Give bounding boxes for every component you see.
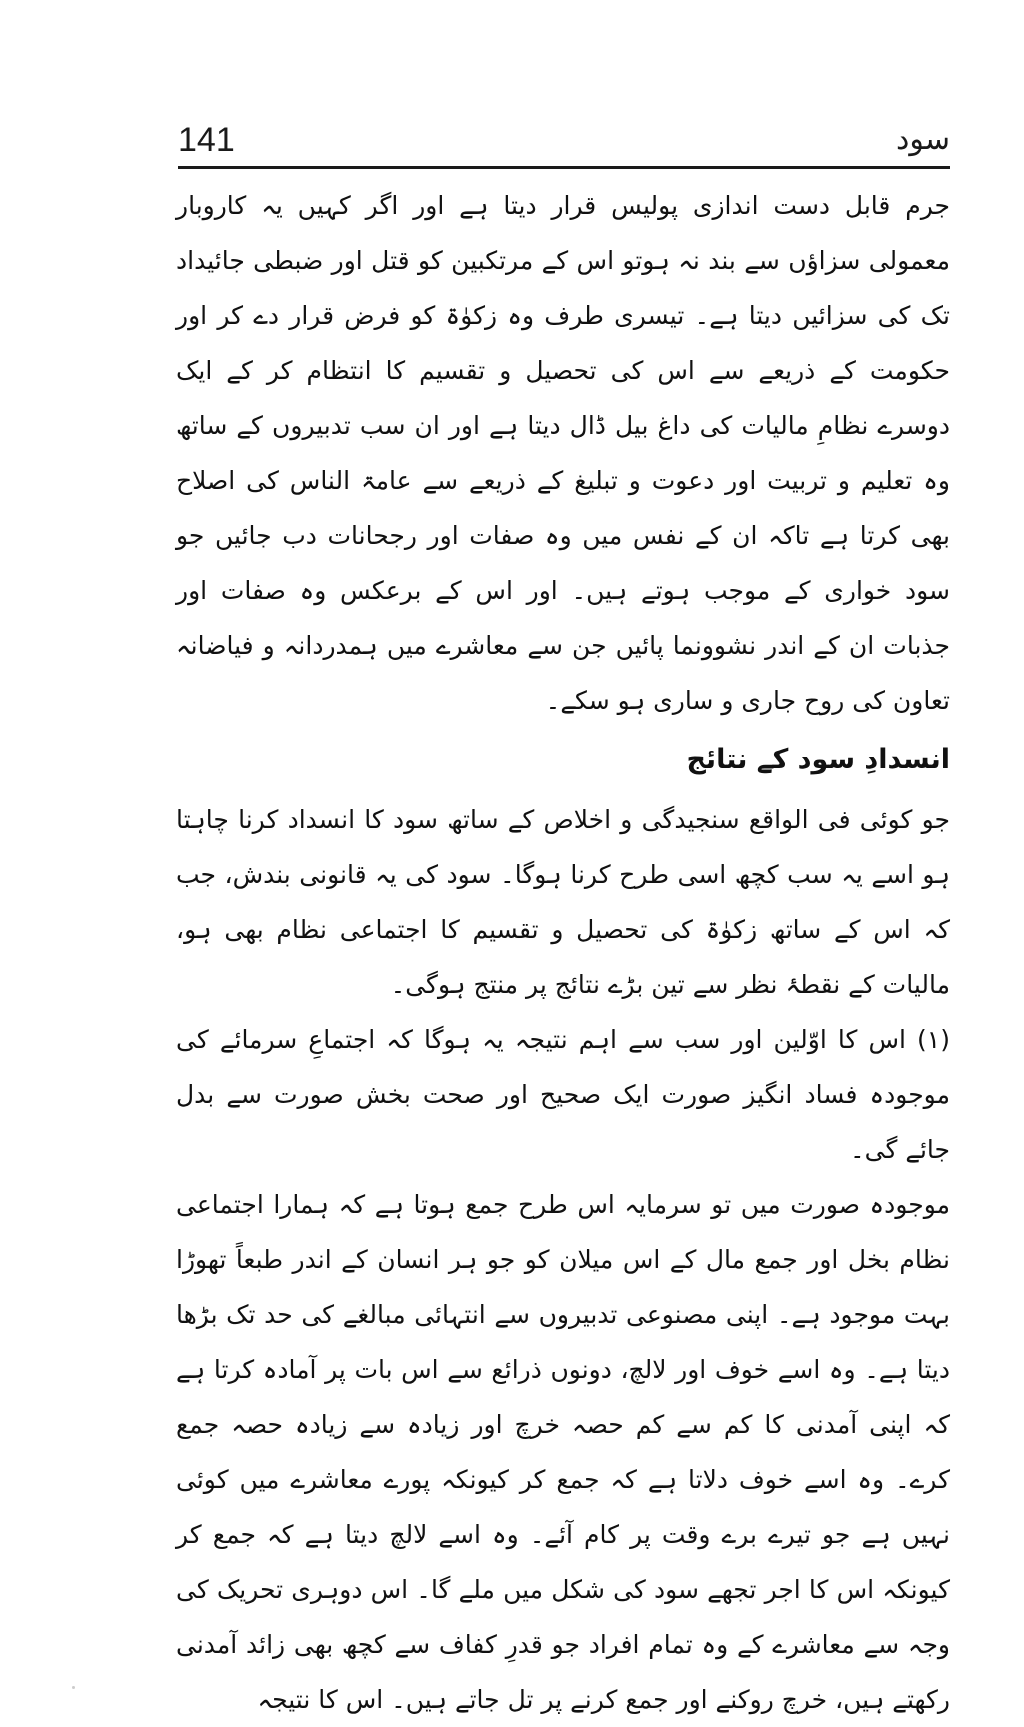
paragraph-3: (۱) اس کا اوّلین اور سب سے اہم نتیجہ یہ ہوگا کہ اجتماعِ سرمائے کی موجودہ فساد انگیز صورت ایک صحیح اور صحت بخش صورت سے بدل جائے گی۔ (176, 1025, 950, 1164)
page-header (178, 118, 950, 168)
paragraph-2: جو کوئی فی الواقع سنجیدگی و اخلاص کے ساتھ سود کا انسداد کرنا چاہتا ہو اسے یہ سب کچھ اسی طرح کرنا ہوگا۔ سود کی یہ قانونی بندش، جب کہ اس کے ساتھ زکوٰۃ کی تحصیل و تقسیم کا اجتماعی نظام بھی ہو، مالیات کے نقطۂ نظر سے تین بڑے نتائج پر منتج ہوگی۔ (176, 805, 950, 999)
paragraph-4: موجودہ صورت میں تو سرمایہ اس طرح جمع ہوتا ہے کہ ہمارا اجتماعی نظام بخل اور جمع مال کے اس میلان کو جو ہر انسان کے اندر طبعاً تھوڑا بہت موجود ہے۔ اپنی مصنوعی تدبیروں سے انتہائی مبالغے کی حد تک بڑھا دیتا ہے۔ وہ اسے خوف اور لالچ، دونوں ذرائع سے اس بات پر آمادہ کرتا ہے کہ اپنی آمدنی کا کم سے کم حصہ خرچ اور زیادہ سے زیادہ حصہ جمع کرے۔ وہ اسے خوف دلاتا ہے کہ جمع کر کیونکہ پورے معاشرے میں کوئی نہیں ہے جو تیرے برے وقت پر کام آئے۔ وہ اسے لالچ دیتا ہے کہ جمع کر کیونکہ اس کا اجر تجھے سود کی شکل میں ملے گا۔ اس دوہری تحریک کی وجہ سے معاشرے کے وہ تمام افراد جو قدرِ کفاف سے کچھ بھی زائد آمدنی رکھتے ہیں، خرچ روکنے اور جمع کرنے پر تل جاتے ہیں۔ اس کا نتیجہ (176, 1190, 950, 1714)
scan-speck (72, 1686, 75, 1689)
running-title: سود (896, 122, 950, 157)
paragraph-1: جرم قابل دست اندازی پولیس قرار دیتا ہے اور اگر کہیں یہ کاروبار معمولی سزاؤں سے بند نہ ہوتو اس کے مرتکبین کو قتل اور ضبطی جائیداد تک کی سزائیں دیتا ہے۔ تیسری طرف وہ زکوٰۃ کو فرض قرار دے کر اور حکومت کے ذریعے سے اس کی تحصیل و تقسیم کا انتظام کر کے ایک دوسرے نظامِ مالیات کی داغ بیل ڈال دیتا ہے اور ان سب تدبیروں کے ساتھ وہ تعلیم و تربیت اور دعوت و تبلیغ کے ذریعے سے عامۃ الناس کی اصلاح بھی کرتا ہے تاکہ ان کے نفس میں وہ صفات اور رجحانات دب جائیں جو سود خواری کے موجب ہوتے ہیں۔ اور اس کے برعکس وہ صفات اور جذبات ان کے اندر نشوونما پائیں جن سے معاشرے میں ہمدردانہ و فیاضانہ تعاون کی روح جاری و ساری ہو سکے۔ (176, 191, 950, 715)
section-heading: انسدادِ سود کے نتائج (686, 744, 950, 775)
body-text (176, 178, 950, 1727)
header-rule (178, 166, 950, 169)
page-number: 141 (178, 121, 235, 159)
